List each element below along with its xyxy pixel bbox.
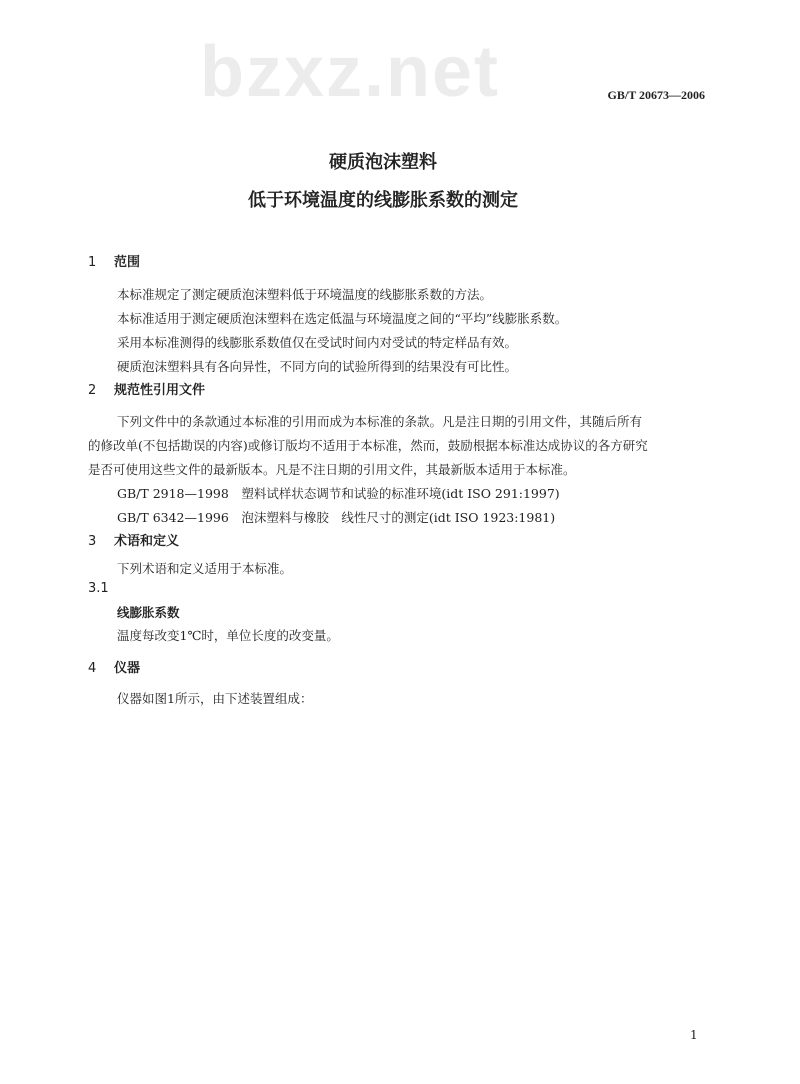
section-title: 范围	[114, 255, 141, 270]
paragraph: 本标准适用于测定硬质泡沫塑料在选定低温与环境温度之间的“平均”线膨胀系数。	[117, 311, 568, 326]
paragraph: 仪器如图1所示，由下述装置组成：	[117, 691, 313, 706]
term: 线膨胀系数	[117, 605, 180, 620]
section-4-heading	[88, 657, 140, 676]
watermark: bzxz.net	[200, 32, 501, 112]
paragraph: 本标准规定了测定硬质泡沫塑料低于环境温度的线膨胀系数的方法。	[117, 287, 493, 302]
standard-code: GB/T 20673—2006	[607, 88, 705, 102]
section-number: 1	[88, 255, 97, 270]
paragraph: 的修改单(不包括勘误的内容)或修订版均不适用于本标准，然而，鼓励根据本标准达成协议的各方研究	[88, 438, 648, 453]
section-3-heading	[88, 530, 179, 549]
section-2-heading	[88, 379, 205, 398]
title-line-1: 硬质泡沫塑料	[329, 152, 437, 173]
section-1-heading	[88, 251, 140, 270]
paragraph: 硬质泡沫塑料具有各向异性，不同方向的试验所得到的结果没有可比性。	[117, 359, 518, 374]
subsection-number: 3.1	[88, 581, 109, 596]
title-line-2: 低于环境温度的线膨胀系数的测定	[248, 190, 518, 211]
section-title: 术语和定义	[114, 534, 180, 549]
definition: 温度每改变1℃时，单位长度的改变量。	[117, 628, 339, 643]
section-number: 4	[88, 661, 97, 676]
section-number: 3	[88, 534, 97, 549]
paragraph: 是否可使用这些文件的最新版本。凡是不注日期的引用文件，其最新版本适用于本标准。	[88, 462, 576, 477]
paragraph: 下列术语和定义适用于本标准。	[117, 561, 293, 576]
section-number: 2	[88, 383, 97, 398]
section-title: 仪器	[114, 661, 141, 676]
section-title: 规范性引用文件	[114, 383, 206, 398]
paragraph: 下列文件中的条款通过本标准的引用而成为本标准的条款。凡是注日期的引用文件，其随后所有	[117, 414, 643, 429]
page-number: 1	[690, 1028, 698, 1042]
reference-item: GB/T 6342—1996 泡沫塑料与橡胶 线性尺寸的测定(idt ISO 1923:1981)	[117, 510, 556, 525]
paragraph: 采用本标准测得的线膨胀系数值仅在受试时间内对受试的特定样品有效。	[117, 335, 518, 350]
reference-item: GB/T 2918—1998 塑料试样状态调节和试验的标准环境(idt ISO 291:1997)	[117, 486, 560, 501]
